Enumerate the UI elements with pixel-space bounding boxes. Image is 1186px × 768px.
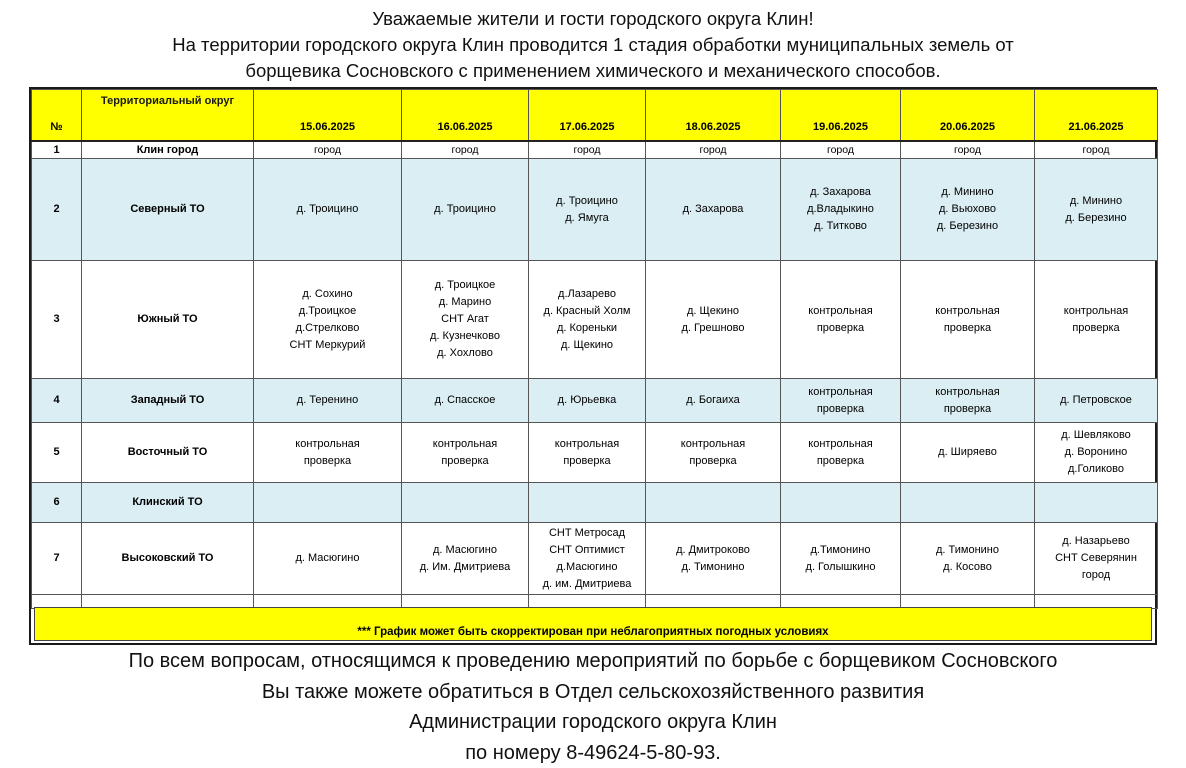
footnote-text: *** График может быть скорректирован при неблагоприятных погодных условиях [35, 626, 1151, 638]
locality: д. Юрьевка [531, 392, 643, 409]
locality: д. Титково [783, 218, 898, 235]
row-number: 4 [32, 379, 82, 423]
locality: д. Ямуга [531, 210, 643, 227]
schedule-cell [646, 523, 781, 595]
schedule-cell [1035, 523, 1158, 595]
locality: проверка [648, 453, 778, 470]
schedule-cell [646, 483, 781, 523]
schedule-cell [529, 261, 646, 379]
locality: д.Стрелково [256, 320, 399, 337]
locality: контрольная [648, 436, 778, 453]
schedule-cell [781, 379, 901, 423]
schedule-cell [781, 141, 901, 159]
locality: д.Лазарево [531, 286, 643, 303]
locality: проверка [1037, 320, 1155, 337]
locality: д. Красный Холм [531, 303, 643, 320]
locality: д. Минино [903, 184, 1032, 201]
locality: проверка [256, 453, 399, 470]
table-row [32, 261, 1158, 379]
header-date: 18.06.2025 [646, 90, 781, 142]
schedule-cell [529, 141, 646, 159]
contact-line: Вы также можете обратиться в Отдел сельскохозяйственного развития [0, 677, 1186, 708]
locality: д. Воронино [1037, 444, 1155, 461]
locality: д. Кореньки [531, 320, 643, 337]
locality: контрольная [783, 303, 898, 320]
row-number: 2 [32, 159, 82, 261]
locality: СНТ Северянин [1037, 550, 1155, 567]
district-name: Южный ТО [82, 261, 254, 379]
schedule-sheet [29, 87, 1157, 645]
locality: д. Сохино [256, 286, 399, 303]
locality: город [648, 143, 778, 158]
locality: д. Им. Дмитриева [404, 559, 526, 576]
schedule-cell [402, 379, 529, 423]
locality: д.Тимонино [783, 542, 898, 559]
locality: город [1037, 143, 1155, 158]
row-number: 5 [32, 423, 82, 483]
locality: СНТ Агат [404, 311, 526, 328]
schedule-cell [901, 423, 1035, 483]
locality: д. Теренино [256, 392, 399, 409]
locality: д. Троицкое [404, 277, 526, 294]
schedule-cell [646, 379, 781, 423]
header-date: 20.06.2025 [901, 90, 1035, 142]
header-date: 21.06.2025 [1035, 90, 1158, 142]
locality: д. Грешново [648, 320, 778, 337]
locality: д. Масюгино [256, 550, 399, 567]
table-row [32, 379, 1158, 423]
locality: проверка [783, 401, 898, 418]
locality: д. Троицино [404, 201, 526, 218]
locality: д. Троицино [531, 193, 643, 210]
header-date: 19.06.2025 [781, 90, 901, 142]
schedule-cell [254, 523, 402, 595]
schedule-cell [781, 261, 901, 379]
schedule-cell [781, 423, 901, 483]
district-name: Восточный ТО [82, 423, 254, 483]
locality: проверка [404, 453, 526, 470]
schedule-cell [901, 523, 1035, 595]
locality: контрольная [783, 436, 898, 453]
schedule-cell [781, 159, 901, 261]
schedule-cell [529, 379, 646, 423]
locality: д. Голышкино [783, 559, 898, 576]
notice-line: На территории городского округа Клин проводится 1 стадия обработки муниципальных земель от [0, 32, 1186, 58]
locality: д.Владыкино [783, 201, 898, 218]
locality: проверка [903, 320, 1032, 337]
table-row [32, 141, 1158, 159]
locality: проверка [531, 453, 643, 470]
locality: д. Спасское [404, 392, 526, 409]
schedule-cell [529, 483, 646, 523]
schedule-cell [646, 423, 781, 483]
schedule-cell [529, 159, 646, 261]
locality: д. Масюгино [404, 542, 526, 559]
district-name: Северный ТО [82, 159, 254, 261]
header-date: 17.06.2025 [529, 90, 646, 142]
schedule-cell [901, 379, 1035, 423]
table-row [32, 523, 1158, 595]
locality: контрольная [404, 436, 526, 453]
schedule-cell [402, 483, 529, 523]
locality: д. Тимонино [903, 542, 1032, 559]
schedule-cell [402, 141, 529, 159]
weather-footnote [34, 607, 1152, 641]
schedule-cell [901, 483, 1035, 523]
locality: д. Косово [903, 559, 1032, 576]
header-date: 16.06.2025 [402, 90, 529, 142]
locality: д. Хохлово [404, 345, 526, 362]
schedule-cell [529, 423, 646, 483]
locality: проверка [783, 320, 898, 337]
schedule-cell [529, 523, 646, 595]
locality: д. Вьюхово [903, 201, 1032, 218]
contact-phone: по номеру 8-49624-5-80-93. [0, 738, 1186, 768]
notice-header [0, 6, 1186, 84]
locality: контрольная [903, 384, 1032, 401]
schedule-cell [254, 423, 402, 483]
locality: д. Шевляково [1037, 427, 1155, 444]
locality: контрольная [1037, 303, 1155, 320]
schedule-cell [402, 159, 529, 261]
locality: д. Щекино [648, 303, 778, 320]
locality: д. Щекино [531, 337, 643, 354]
schedule-cell [402, 423, 529, 483]
schedule-cell [254, 141, 402, 159]
schedule-cell [254, 261, 402, 379]
locality: д. Захарова [648, 201, 778, 218]
table-row [32, 423, 1158, 483]
locality: д. Марино [404, 294, 526, 311]
locality: проверка [783, 453, 898, 470]
schedule-cell [901, 261, 1035, 379]
locality: д. Дмитроково [648, 542, 778, 559]
locality: проверка [903, 401, 1032, 418]
schedule-table [31, 89, 1158, 609]
schedule-cell [781, 523, 901, 595]
locality: д. Березино [1037, 210, 1155, 227]
locality: д. Минино [1037, 193, 1155, 210]
locality: д. Петровское [1037, 392, 1155, 409]
schedule-cell [646, 141, 781, 159]
schedule-cell [402, 261, 529, 379]
locality: д. Березино [903, 218, 1032, 235]
locality: город [1037, 567, 1155, 584]
schedule-cell [402, 523, 529, 595]
locality: д.Троицкое [256, 303, 399, 320]
header-date: 15.06.2025 [254, 90, 402, 142]
schedule-cell [901, 141, 1035, 159]
schedule-cell [1035, 261, 1158, 379]
schedule-cell [1035, 159, 1158, 261]
table-body [32, 141, 1158, 609]
header-number: № [32, 90, 82, 142]
locality: д. Кузнечково [404, 328, 526, 345]
locality: контрольная [783, 384, 898, 401]
schedule-cell [1035, 141, 1158, 159]
locality: город [404, 143, 526, 158]
locality: д. Ширяево [903, 444, 1032, 461]
schedule-cell [1035, 423, 1158, 483]
locality: д. Назарьево [1037, 533, 1155, 550]
schedule-cell [254, 159, 402, 261]
contact-info [0, 646, 1186, 768]
district-name: Клинский ТО [82, 483, 254, 523]
locality: д. им. Дмитриева [531, 576, 643, 593]
header-row [32, 90, 1158, 142]
schedule-cell [254, 483, 402, 523]
locality: д. Троицино [256, 201, 399, 218]
schedule-cell [1035, 483, 1158, 523]
locality: д. Тимонино [648, 559, 778, 576]
locality: д.Голиково [1037, 461, 1155, 478]
locality: д. Захарова [783, 184, 898, 201]
locality: СНТ Оптимист [531, 542, 643, 559]
schedule-cell [1035, 379, 1158, 423]
locality: город [531, 143, 643, 158]
locality: контрольная [256, 436, 399, 453]
row-number: 1 [32, 141, 82, 159]
locality: СНТ Метросад [531, 525, 643, 542]
schedule-cell [254, 379, 402, 423]
table-row [32, 483, 1158, 523]
schedule-cell [901, 159, 1035, 261]
schedule-cell [646, 159, 781, 261]
locality: город [783, 143, 898, 158]
greeting-line: Уважаемые жители и гости городского округа Клин! [0, 6, 1186, 32]
district-name: Высоковский ТО [82, 523, 254, 595]
row-number: 3 [32, 261, 82, 379]
row-number: 6 [32, 483, 82, 523]
locality: д.Масюгино [531, 559, 643, 576]
locality: город [256, 143, 399, 158]
notice-line: борщевика Сосновского с применением химического и механического способов. [0, 58, 1186, 84]
locality: контрольная [903, 303, 1032, 320]
locality: д. Богаиха [648, 392, 778, 409]
contact-line: Администрации городского округа Клин [0, 707, 1186, 738]
locality: СНТ Меркурий [256, 337, 399, 354]
locality: город [903, 143, 1032, 158]
contact-line: По всем вопросам, относящимся к проведению мероприятий по борьбе с борщевиком Сосновского [0, 646, 1186, 677]
schedule-cell [646, 261, 781, 379]
schedule-cell [781, 483, 901, 523]
header-district: Территориальный округ [82, 90, 254, 142]
district-name: Клин город [82, 141, 254, 159]
district-name: Западный ТО [82, 379, 254, 423]
table-row [32, 159, 1158, 261]
row-number: 7 [32, 523, 82, 595]
locality: контрольная [531, 436, 643, 453]
